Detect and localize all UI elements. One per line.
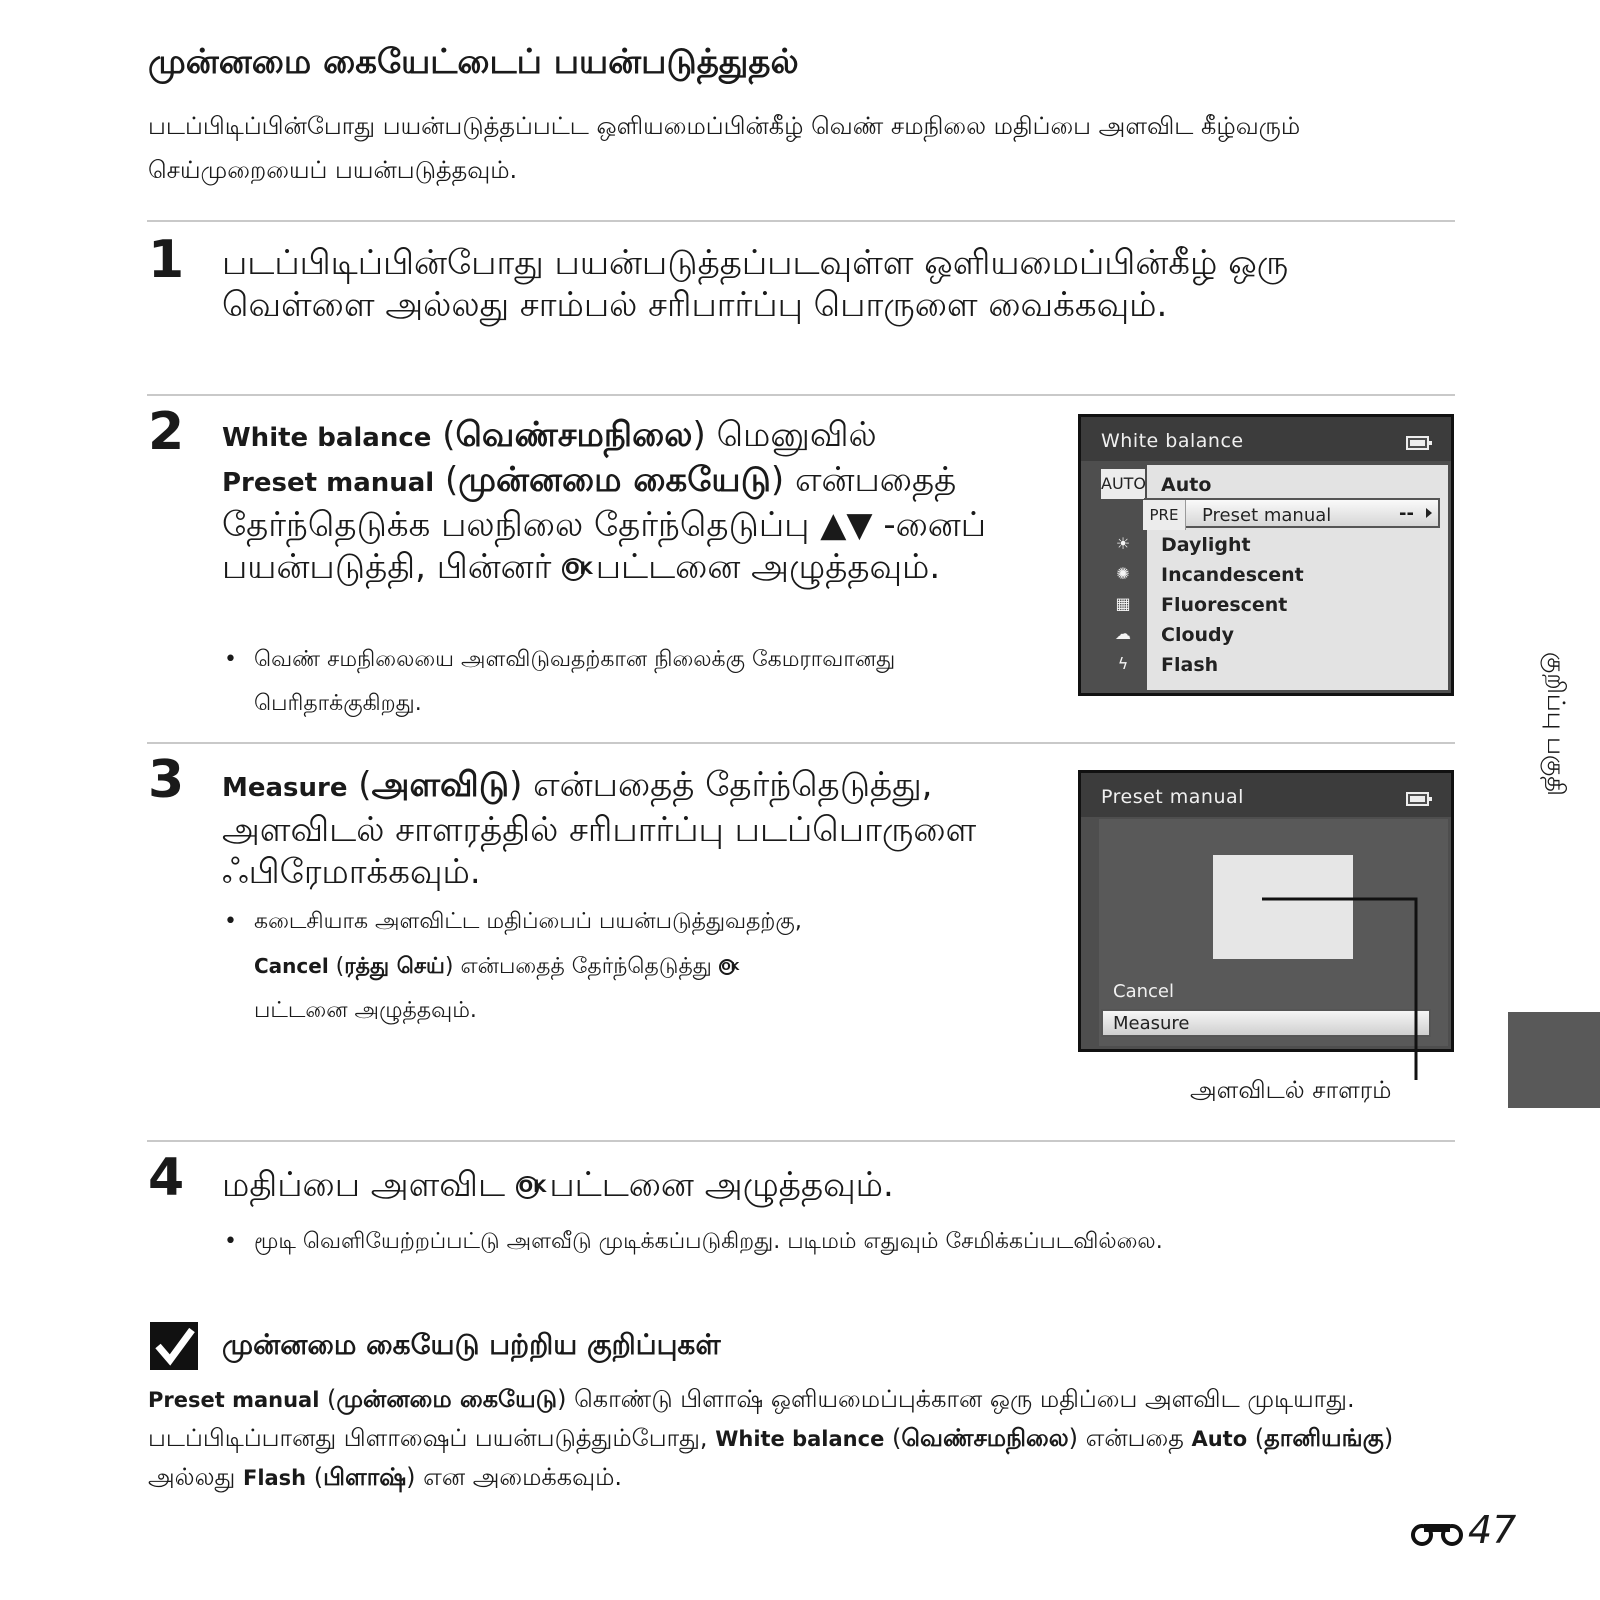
step-2-number: 2 — [148, 402, 185, 462]
callout-line — [1260, 890, 1420, 1090]
step-2-bullets — [222, 638, 1002, 726]
wb-item-flash[interactable] — [1117, 649, 1448, 679]
term-white-balance: White balance — [222, 423, 432, 453]
term-measure: Measure — [222, 773, 348, 803]
wb-item-cloudy[interactable] — [1115, 619, 1448, 649]
divider — [147, 1140, 1455, 1142]
term-white-balance-ta: வெண்சமநிலை — [455, 415, 693, 455]
divider — [147, 220, 1455, 222]
ok-button-icon: OK — [719, 959, 735, 975]
term-auto-ta: தானியங்கு — [1264, 1424, 1384, 1452]
note-title: முன்னமை கையேடு பற்றிய குறிப்புகள் — [222, 1328, 721, 1361]
note-check-icon — [150, 1322, 198, 1370]
bullet-item: • மூடி வெளியேற்றப்பட்டு அளவீடு முடிக்கப்படுகிறது. படிமம் எதுவும் சேமிக்கப்படவில்லை. — [222, 1220, 1222, 1264]
step-3-text: Measure (அளவிடு) என்பதைத் தேர்ந்தெடுத்து, அளவிடல் சாளரத்தில் சரிபார்ப்பு படப்பொருளை ஃபிரேமாக்கவும். — [222, 765, 977, 892]
text-fragment: பட்டனை அழுத்தவும். — [549, 1165, 894, 1205]
divider — [147, 394, 1455, 396]
bullet-item: • கடைசியாக அளவிட்ட மதிப்பைப் பயன்படுத்துவதற்கு, Cancel (ரத்து செய்) என்பதைத் தேர்ந்தெடுத்து OK பட்டனை அழுத்தவும். — [222, 900, 1022, 1033]
side-section-label: குறிப்பு பகுதி — [1542, 652, 1570, 796]
wb-item-label: Cloudy — [1161, 624, 1235, 646]
arrow-right-icon — [1426, 508, 1432, 518]
text-fragment: என்பதைத் தேர்ந்தெடுத்து — [460, 954, 712, 979]
wb-item-label: Incandescent — [1161, 564, 1304, 586]
text-fragment: என்பதை — [1085, 1424, 1184, 1452]
wb-item-fluorescent[interactable] — [1115, 589, 1448, 619]
sun-icon: ☀ — [1115, 534, 1131, 553]
ok-button-icon: OK — [516, 1176, 539, 1199]
cancel-option[interactable]: Cancel — [1113, 981, 1174, 1002]
wb-item-label: Flash — [1161, 654, 1219, 676]
text-fragment: மதிப்பை அளவிட — [222, 1165, 506, 1205]
term-auto: Auto — [1191, 1427, 1248, 1451]
term-white-balance: White balance — [715, 1427, 885, 1451]
step-3-number: 3 — [148, 750, 185, 810]
step-4-text — [222, 1164, 1442, 1206]
flash-icon: ϟ — [1117, 654, 1129, 673]
term-flash: Flash — [242, 1466, 307, 1490]
wb-menu-list — [1101, 465, 1448, 690]
term-cancel: Cancel — [254, 954, 329, 978]
text-fragment: பின்னர் — [436, 547, 552, 587]
page-number — [1410, 1508, 1516, 1552]
bullet-item: • வெண் சமநிலையை அளவிடுவதற்கான நிலைக்கு கேமராவானது பெரிதாக்குகிறது. — [222, 638, 1002, 726]
ok-button-icon: OK — [562, 558, 585, 581]
preset-icon: PRE — [1143, 500, 1186, 530]
step-4-bullets — [222, 1220, 1222, 1264]
page-title: முன்னமை கையேட்டைப் பயன்படுத்துதல் — [148, 42, 799, 82]
measure-option[interactable]: Measure — [1101, 1009, 1431, 1037]
wb-item-auto[interactable] — [1101, 469, 1448, 499]
step-1-text: படப்பிடிப்பின்போது பயன்படுத்தப்படவுள்ள ஒளியமைப்பின்கீழ் ஒரு வெள்ளை அல்லது சாம்பல் சரிபார்ப்பு பொருளை வைக்கவும். — [222, 243, 1289, 325]
term-flash-ta: பிளாஷ் — [323, 1463, 407, 1491]
step-2-text: White balance (வெண்சமநிலை) மெனுவில் Preset manual (முன்னமை கையேடு) என்பதைத் தேர்ந்தெடுக்க பலநிலை தேர்ந்தெடுப்பு ▲▼ -னைப் பயன்படுத்தி, பின்னர் OK பட்டனை அழுத்தவும். — [222, 415, 987, 587]
step-4-number: 4 — [148, 1148, 185, 1208]
text-fragment: கடைசியாக அளவிட்ட மதிப்பைப் பயன்படுத்துவதற்கு, — [254, 909, 802, 934]
term-preset-manual: Preset manual — [148, 1388, 320, 1412]
term-white-balance-ta: வெண்சமநிலை — [901, 1424, 1069, 1452]
wb-item-label: Daylight — [1161, 534, 1251, 556]
screen-header — [1081, 417, 1451, 461]
step-1-number: 1 — [148, 230, 185, 290]
intro-paragraph: படப்பிடிப்பின்போது பயன்படுத்தப்பட்ட ஒளியமைப்பின்கீழ் வெண் சமநிலை மதிப்பை அளவிட கீழ்வரும் செய்முறையைப் பயன்படுத்தவும். — [148, 112, 1301, 184]
term-preset-manual-ta: முன்னமை கையேடு — [458, 460, 771, 500]
page-number-text: 47 — [1468, 1508, 1517, 1552]
wb-item-label: Preset manual — [1202, 505, 1332, 526]
battery-icon — [1406, 436, 1429, 450]
screen-title: White balance — [1101, 430, 1244, 452]
text-fragment: என்பதைத் தேர்ந்தெடுத்து, அளவிடல் சாளரத்தில் சரிபார்ப்பு படப்பொருளை ஃபிரேமாக்கவும். — [222, 765, 977, 892]
wb-item-daylight[interactable] — [1115, 529, 1448, 559]
term-preset-manual: Preset manual — [222, 468, 435, 498]
divider — [147, 742, 1455, 744]
note-body: Preset manual (முன்னமை கையேடு) கொண்டு பிளாஷ் ஒளியமைப்புக்கான ஒரு மதிப்பை அளவிட முடியாது. படப்பிடிப்பானது பிளாஷைப் பயன்படுத்தும்போது, White balance (வெண்சமநிலை) என்பதை Auto (தானியங்கு) அல்லது Flash (பிளாஷ்) என அமைக்கவும். — [148, 1385, 1394, 1491]
term-preset-manual-ta: முன்னமை கையேடு — [336, 1385, 558, 1413]
side-section-tab — [1508, 1012, 1600, 1108]
reference-binoculars-icon — [1410, 1518, 1464, 1548]
text-fragment: என அமைக்கவும். — [423, 1463, 623, 1491]
step-3-bullets — [222, 900, 1022, 1033]
wb-item-incandescent[interactable] — [1116, 559, 1448, 589]
text-fragment: என்பதைத் தேர்ந்தெடுக்க பலநிலை தேர்ந்தெடுப்பு ▲▼ -னைப் பயன்படுத்தி, — [222, 460, 987, 587]
battery-icon — [1406, 792, 1429, 806]
fluorescent-icon: ▦ — [1115, 594, 1131, 613]
callout-label: அளவிடல் சாளரம் — [1190, 1076, 1392, 1104]
wb-item-preset-manual[interactable] — [1144, 498, 1440, 528]
term-measure-ta: அளவிடு — [371, 765, 510, 805]
screen-header — [1081, 773, 1451, 817]
term-cancel-ta: ரத்து செய் — [344, 954, 445, 979]
wb-item-label: Fluorescent — [1161, 594, 1288, 616]
wb-item-label: Auto — [1161, 474, 1212, 496]
text-fragment: பட்டனை அழுத்தவும். — [595, 547, 941, 587]
screen-title: Preset manual — [1101, 786, 1244, 808]
auto-icon: AUTO — [1101, 469, 1145, 499]
cloud-icon: ☁ — [1115, 624, 1131, 643]
text-fragment: கொண்டு பிளாஷ் ஒளியமைப்புக்கான ஒரு மதிப்பை அளவிட முடியாது. படப்பிடிப்பானது பிளாஷைப் பயன்படுத்தும்போது, — [148, 1385, 1355, 1452]
text-fragment: அல்லது — [148, 1463, 236, 1491]
wb-item-value: -- — [1399, 503, 1414, 524]
text-fragment: மெனுவில் — [716, 415, 877, 455]
text-fragment: பட்டனை அழுத்தவும். — [254, 998, 477, 1023]
bulb-icon: ✺ — [1116, 564, 1130, 583]
camera-screen-white-balance — [1078, 414, 1454, 696]
